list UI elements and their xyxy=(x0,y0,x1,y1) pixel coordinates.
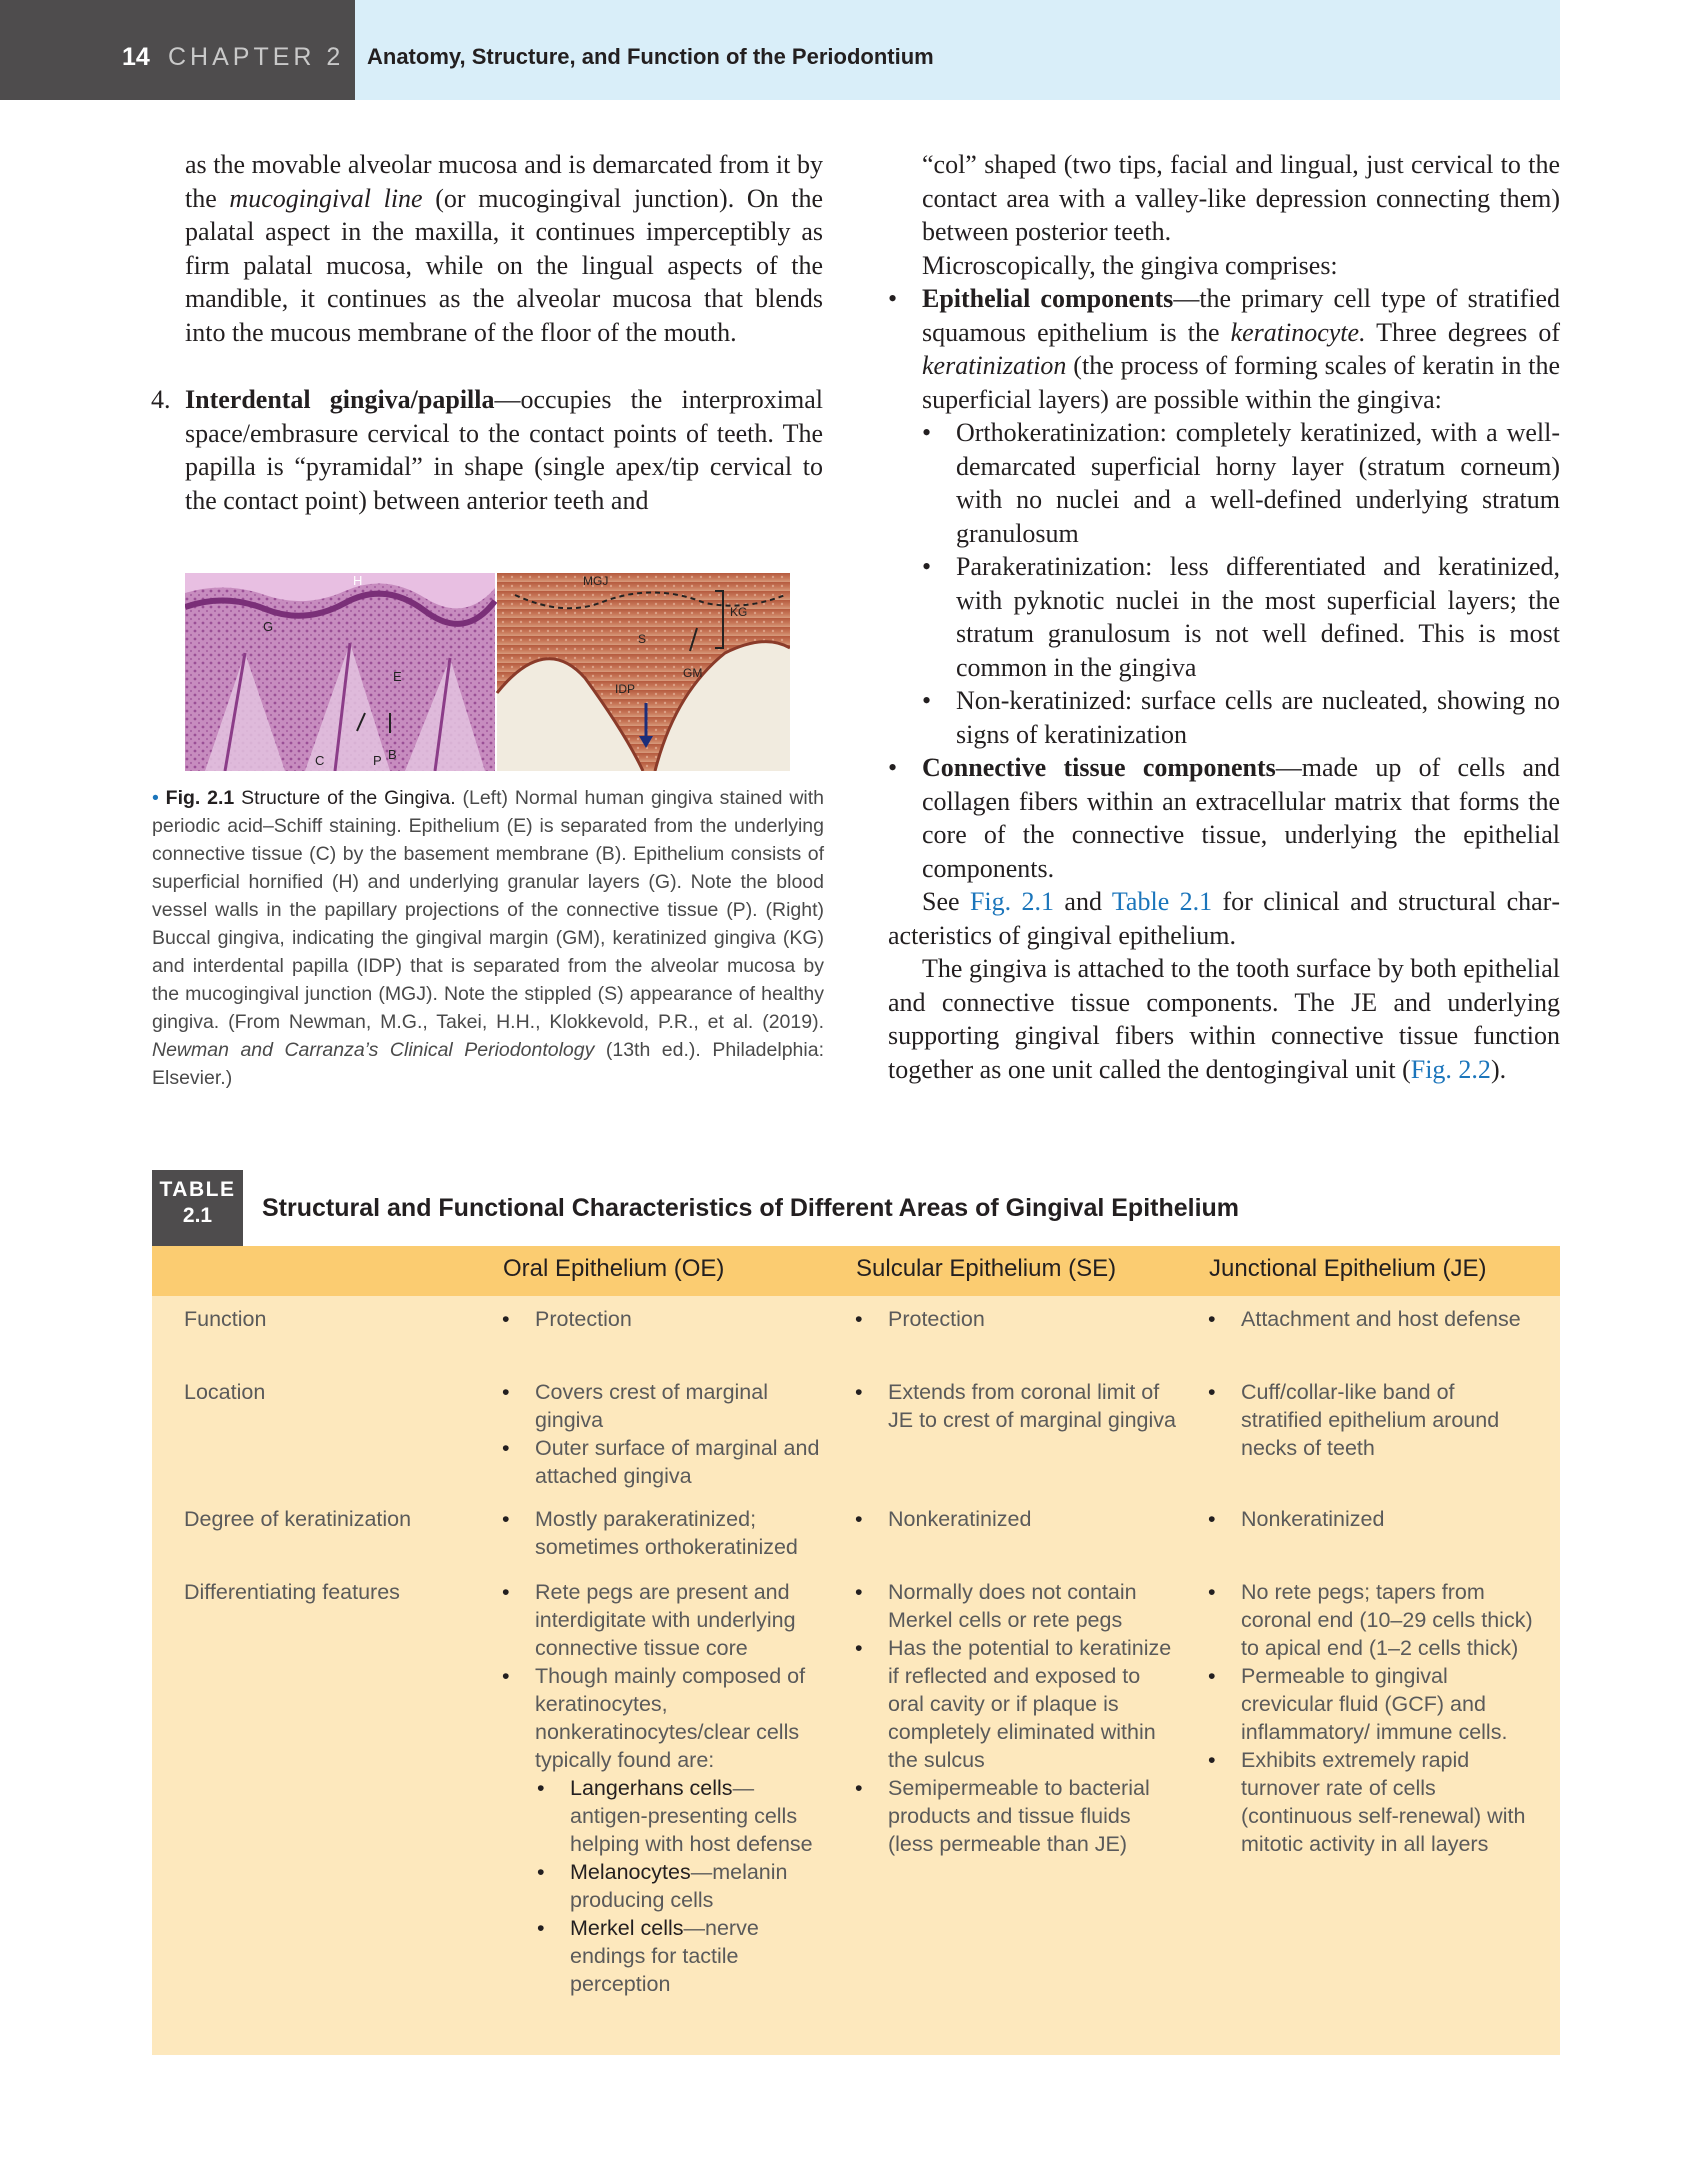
label-H: H xyxy=(353,573,363,588)
list-item: • Extends from coronal limit of JE to crest of marginal gingiva xyxy=(855,1378,1180,1434)
cell-keratinization-se xyxy=(855,1505,1180,1533)
label-E: E xyxy=(393,669,402,684)
term-epithelial-components: Epithelial components xyxy=(922,284,1174,313)
label-G: G xyxy=(263,619,274,634)
cell-differentiating-je xyxy=(1208,1578,1538,1858)
label-P: P xyxy=(373,753,382,768)
chapter-label: CHAPTER 2 xyxy=(168,43,345,71)
cell-function-je xyxy=(1208,1305,1538,1333)
list-number: 4. xyxy=(151,385,171,414)
caption-label: Fig. 2.1 xyxy=(165,787,235,809)
label-GM: GM xyxy=(683,666,703,680)
paragraph-see-figure: See Fig. 2.1 and Table 2.1 for clinical and structural characteristics of gingival epithelium. xyxy=(888,887,1561,950)
bullet-connective-tissue: • Connective tissue components—made up of cells and collagen fibers within an extracellular matrix that forms the core of the connective tissue, underlying the epithelial components. xyxy=(888,753,1560,883)
list-item: • Protection xyxy=(502,1305,827,1333)
running-title: Anatomy, Structure, and Function of the Periodontium xyxy=(367,44,934,69)
cell-function-oe xyxy=(502,1305,827,1333)
row-label-differentiating: Differentiating features xyxy=(184,1580,400,1604)
right-column xyxy=(888,148,1560,1086)
label-S: S xyxy=(638,632,647,646)
list-item: • Normally does not contain Merkel cells or rete pegs xyxy=(855,1578,1180,1634)
table-title: Structural and Functional Characteristics of Different Areas of Gingival Epithelium xyxy=(262,1194,1240,1222)
sub-bullet-non-keratinized: • Non-keratinized: surface cells are nucleated, showing no signs of keratinization xyxy=(922,686,1560,749)
cell-location-se xyxy=(855,1378,1180,1434)
term-interdental-papilla: Interdental gingiva/papilla xyxy=(185,385,495,414)
list-item: • Semipermeable to bacterial products and tissue fluids (less permeable than JE) xyxy=(855,1774,1180,1858)
cell-location-je xyxy=(1208,1378,1538,1462)
caption-bullet: • xyxy=(152,787,159,809)
column-header-je: Junctional Epithelium (JE) xyxy=(1209,1255,1487,1282)
list-item-langerhans: • Langerhans cells—antigen-presenting cells helping with host defense xyxy=(537,1774,827,1858)
cell-differentiating-se xyxy=(855,1578,1180,1858)
paragraph-col-shaped: “col” shaped (two tips, facial and lingual, just cervical to the contact area with a valley-like depression connecting them) between posterior teeth. xyxy=(922,150,1560,246)
list-item: • Exhibits extremely rapid turnover rate of cells (continuous self-renewal) with mitotic activity in all layers xyxy=(1208,1746,1538,1858)
row-label-function: Function xyxy=(184,1307,267,1331)
term-mucogingival-line: mucogingival line xyxy=(229,183,423,213)
list-item: • Permeable to gingival crevicular fluid (GCF) and inflammatory/ immune cells. xyxy=(1208,1662,1538,1746)
label-C: C xyxy=(315,753,325,768)
term-connective-tissue-components: Connective tissue components xyxy=(922,753,1276,782)
page-number: 14 xyxy=(122,43,150,71)
list-item: • Cuff/collar-like band of stratified epithelium around necks of teeth xyxy=(1208,1378,1538,1462)
column-header-oe: Oral Epithelium (OE) xyxy=(503,1255,725,1282)
list-item: • Nonkeratinized xyxy=(1208,1505,1538,1533)
paragraph-alveolar-mucosa: as the movable alveolar mucosa and is demarcated from it by the mucogingival line (or mucogingival junction). On the palatal aspect in the maxilla, it continues imperceptibly as firm palatal mucosa, while on the lingual aspects of the mandible, it continues as the alveolar mucosa that blends into the mucous membrane of the floor of the mouth. xyxy=(185,150,824,347)
list-item: • Attachment and host defense xyxy=(1208,1305,1538,1333)
cell-keratinization-oe xyxy=(502,1505,827,1561)
bullet-epithelial: • Epithelial components—the primary cell type of stratified squamous epithelium is the keratinocyte. Three degrees of keratinization (the process of forming scales of keratin in the superficial layers) are possible within the gingiva: xyxy=(888,284,1560,414)
list-item: • Rete pegs are present and interdigitate with underlying connective tissue core xyxy=(502,1578,827,1662)
caption-book-title: Newman and Carranza’s Clinical Periodontology xyxy=(152,1039,595,1061)
list-item: • Covers crest of marginal gingiva xyxy=(502,1378,827,1434)
caption-title: Structure of the Gingiva. xyxy=(241,787,456,809)
list-item: • Protection xyxy=(855,1305,1180,1333)
sub-bullet-parakeratinization: • Parakeratinization: less differentiated and keratinized, with pyknotic nuclei in the most superficial layers; the stratum granulosum is not well defined. This is most common in the gingiva xyxy=(922,552,1560,682)
histology-panel xyxy=(185,573,495,771)
list-item: • Has the potential to keratinize if reflected and exposed to oral cavity or if plaque is completely eliminated within the sulcus xyxy=(855,1634,1180,1774)
paragraph-microscopically: Microscopically, the gingiva comprises: xyxy=(922,250,1338,280)
cell-keratinization-je xyxy=(1208,1505,1538,1533)
figure-caption: • Fig. 2.1 Structure of the Gingiva. (Left) Normal human gingiva stained with periodic acid–Schiff staining. Epithelium (E) is separated from the underlying connective tissue (C) by the basement membrane (B). Epithelium consists of superficial hornified (H) and underlying granular layers (G). Note the blood vessel walls in the papillary projections of the connective tissue (P). (Right) Buccal gingiva, indicating the gingival margin (GM), keratinized gingiva (KG) and interdental papilla (IDP) that is separated from the alveolar mucosa by the mucogingival junction (MGJ). Note the stippled (S) appearance of healthy gingiva. (From Newman, M.G., Takei, H.H., Klokkevold, P.R., et al. (2019). Newman and Carranza’s Clinical Periodontology (13th ed.). Philadelphia: Elsevier.) xyxy=(152,787,824,1089)
label-B: B xyxy=(388,747,397,762)
cell-function-se xyxy=(855,1305,1180,1333)
table-tag: TABLE 2.1 xyxy=(152,1170,243,1246)
list-item-melanocytes: • Melanocytes—melanin producing cells xyxy=(537,1858,827,1914)
cell-location-oe xyxy=(502,1378,827,1490)
label-IDP: IDP xyxy=(615,682,636,696)
list-item: • No rete pegs; tapers from coronal end (10–29 cells thick) to apical end (1–2 cells thick) xyxy=(1208,1578,1538,1662)
figure-2-1-image xyxy=(185,573,790,771)
label-KG: KG xyxy=(730,605,748,619)
list-item: • Outer surface of marginal and attached gingiva xyxy=(502,1434,827,1490)
link-fig-2-2[interactable]: Fig. 2.2 xyxy=(1410,1054,1491,1084)
gingiva-photo-panel xyxy=(497,573,790,771)
row-label-location: Location xyxy=(184,1380,266,1404)
sub-bullet-orthokeratinization: • Orthokeratinization: completely keratinized, with a well-demarcated superficial horny layer (stratum corneum) with no nuclei and a well-defined underlying stratum granulosum xyxy=(922,418,1560,548)
column-header-se: Sulcular Epithelium (SE) xyxy=(856,1255,1117,1282)
list-item: • Though mainly composed of keratinocytes, nonkeratinocytes/clear cells typically found are: xyxy=(502,1662,827,1774)
list-item: • Nonkeratinized xyxy=(855,1505,1180,1533)
list-item: • Mostly parakeratinized; sometimes orthokeratinized xyxy=(502,1505,827,1561)
list-item-interdental: 4. Interdental gingiva/papilla—occupies the interproximal space/embrasure cervical to the contact points of teeth. The papilla is “pyramidal” in shape (single apex/tip cervical to the contact point) between anterior teeth and xyxy=(151,385,823,515)
left-column xyxy=(185,148,823,349)
row-label-keratinization: Degree of keratinization xyxy=(184,1507,412,1531)
link-fig-2-1[interactable]: Fig. 2.1 xyxy=(969,887,1055,916)
link-table-2-1[interactable]: Table 2.1 xyxy=(1111,887,1213,916)
label-MGJ: MGJ xyxy=(583,574,609,588)
paragraph-dentogingival-unit: The gingiva is attached to the tooth surface by both epithelial and connective tissue components. The JE and underlying supporting gingival fibers within connective tissue function together as one unit called the dentogingival unit (Fig. 2.2). xyxy=(888,954,1560,1084)
list-item-merkel: • Merkel cells—nerve endings for tactile perception xyxy=(537,1914,827,1998)
cell-differentiating-oe xyxy=(502,1578,827,1998)
